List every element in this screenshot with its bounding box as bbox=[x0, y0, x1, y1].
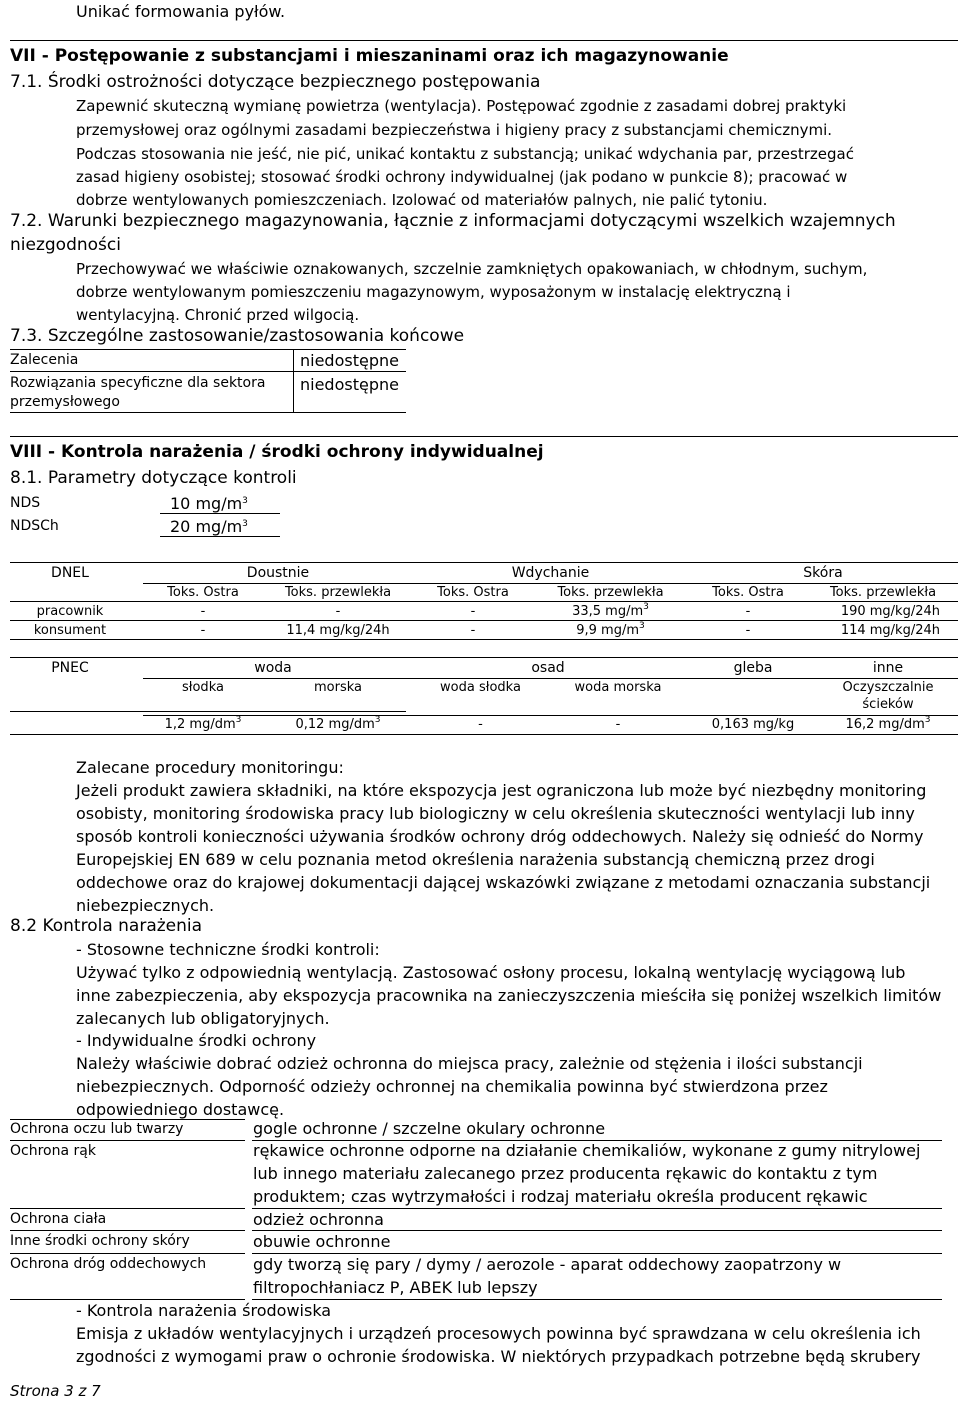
dnel-group-inhalation: Wdychanie bbox=[511, 565, 590, 581]
paragraph-line: niebezpiecznych. Odporność odzieży ochronnej na chemikalia powinna być stwierdzona przez bbox=[76, 1077, 828, 1096]
paragraph-line: zgodności z wymogami praw o ochronie środowiska. W niektórych przypadkach potrzebne będą skrubery bbox=[76, 1347, 921, 1366]
ppe-label-respiratory: Ochrona dróg oddechowych bbox=[10, 1256, 207, 1272]
nds-label: NDS bbox=[10, 495, 41, 511]
pnec-subheader: morska bbox=[313, 680, 362, 695]
subsection-8-1-title: 8.1. Parametry dotyczące kontroli bbox=[10, 468, 297, 488]
recommendations-label: Zalecenia bbox=[10, 352, 79, 368]
paragraph-line: zasad higieny osobistej; stosować środki ochrony indywidualnej (jak podano w punkcie 8); pracować w bbox=[76, 168, 848, 186]
paragraph-line: wentylacyjną. Chronić przed wilgocią. bbox=[76, 306, 360, 324]
dnel-subheader: Toks. Ostra bbox=[167, 585, 239, 600]
dnel-subheader: Toks. Ostra bbox=[712, 585, 784, 600]
dnel-subheader: Toks. przewlekła bbox=[829, 585, 937, 600]
paragraph-line: inne zabezpieczenia, aby ekspozycja pracownika na zanieczyszczenia mieściła się poniżej wszelkich limitów bbox=[76, 986, 942, 1005]
pnec-value-text: 1,2 mg/dm bbox=[164, 717, 236, 732]
table-border bbox=[10, 349, 406, 350]
dnel-cell: 11,4 mg/kg/24h bbox=[286, 623, 390, 638]
ppe-value-respiratory: filtropochłaniacz P, ABEK lub lepszy bbox=[253, 1278, 538, 1297]
dnel-subheader: Toks. Ostra bbox=[437, 585, 509, 600]
ppe-value-hands: lub innego materiału zalecanego przez producenta rękawic do kontaktu z tym bbox=[253, 1164, 878, 1183]
dnel-cell: - bbox=[745, 623, 751, 638]
superscript: 3 bbox=[639, 621, 645, 631]
pnec-value: - bbox=[615, 717, 621, 732]
ppe-value-skin: obuwie ochronne bbox=[253, 1232, 391, 1251]
pnec-group-soil: gleba bbox=[733, 660, 773, 676]
paragraph-line: dobrze wentylowanym pomieszczeniu magazynowym, wyposażonym w instalację elektryczną i bbox=[76, 283, 791, 301]
paragraph-line: Przechowywać we właściwie oznakowanych, szczelnie zamkniętych opakowaniach, w chłodnym, suchym, bbox=[76, 260, 868, 278]
dnel-cell: - bbox=[470, 604, 476, 619]
subsection-7-1-title: 7.1. Środki ostrożności dotyczące bezpiecznego postępowania bbox=[10, 72, 541, 92]
paragraph-line: osobisty, monitoring środowiska pracy lub biologiczny w celu określenia skuteczności wentylacji lub inny bbox=[76, 804, 915, 823]
pnec-subheader: Oczyszczalnie bbox=[842, 680, 934, 695]
environment-controls-title: - Kontrola narażenia środowiska bbox=[76, 1301, 332, 1320]
ppe-label-eyes: Ochrona oczu lub twarzy bbox=[10, 1121, 184, 1137]
dnel-cell-text: 33,5 mg/m bbox=[572, 604, 644, 619]
dnel-cell: - bbox=[745, 604, 751, 619]
ppe-value-hands: rękawice ochronne odporne na działanie chemikaliów, wykonane z gumy nitrylowej bbox=[253, 1141, 921, 1160]
dnel-cell: - bbox=[470, 623, 476, 638]
superscript: 3 bbox=[643, 602, 649, 612]
sector-solutions-value: niedostępne bbox=[300, 375, 399, 394]
superscript: 3 bbox=[374, 715, 381, 725]
pnec-subheader-cont: ścieków bbox=[862, 697, 914, 712]
ppe-label-hands: Ochrona rąk bbox=[10, 1143, 96, 1159]
table-border bbox=[10, 412, 406, 413]
paragraph-line: Emisja z układów wentylacyjnych i urządzeń procesowych powinna być sprawdzana w celu określenia ich bbox=[76, 1324, 921, 1343]
paragraph-line: przemysłowej oraz ogólnymi zasadami bezpieczeństwa i higieny pracy z substancjami chemicznymi. bbox=[76, 121, 833, 139]
page-number: Strona 3 z 7 bbox=[10, 1382, 101, 1400]
nds-value bbox=[170, 494, 248, 513]
ppe-value-eyes: gogle ochronne / szczelne okulary ochronne bbox=[253, 1119, 606, 1138]
underline bbox=[160, 536, 280, 537]
superscript: 3 bbox=[242, 496, 248, 506]
ndsch-label: NDSCh bbox=[10, 518, 59, 534]
dnel-subheader: Toks. przewlekła bbox=[557, 585, 664, 600]
table-border bbox=[10, 711, 406, 712]
dnel-group-oral: Doustnie bbox=[246, 565, 310, 581]
paragraph-line: dobrze wentylowanych pomieszczeniach. Izolować od materiałów palnych, nie palić tytoniu. bbox=[76, 191, 768, 209]
paragraph-line: odpowiedniego dostawcę. bbox=[76, 1100, 285, 1119]
table-border bbox=[10, 371, 406, 372]
superscript: 3 bbox=[242, 519, 248, 529]
pnec-group-sediment: osad bbox=[531, 660, 565, 676]
section-divider bbox=[10, 436, 958, 437]
sector-solutions-label-cont: przemysłowego bbox=[10, 394, 120, 410]
paragraph-line: oddechowe oraz do krajowej dokumentacji dającej wskazówki związane z metodami oznaczania substancji bbox=[76, 873, 931, 892]
section-7-heading: VII - Postępowanie z substancjami i mieszaninami oraz ich magazynowanie bbox=[10, 46, 729, 66]
paragraph-line: Podczas stosowania nie jeść, nie pić, unikać kontaktu z substancją; unikać wdychania par, przestrzegać bbox=[76, 145, 854, 163]
recommendations-value: niedostępne bbox=[300, 351, 399, 370]
sector-solutions-label: Rozwiązania specyficzne dla sektora bbox=[10, 375, 266, 391]
paragraph-line: zalecanych lub obligatoryjnych. bbox=[76, 1009, 330, 1028]
dnel-row-label: pracownik bbox=[36, 604, 104, 619]
pnec-subheader: woda słodka bbox=[440, 680, 521, 695]
ppe-value-respiratory: gdy tworzą się pary / dymy / aerozole - aparat oddechowy zaopatrzony w bbox=[253, 1255, 842, 1274]
dnel-row-label: konsument bbox=[33, 623, 107, 638]
paragraph-line: Jeżeli produkt zawiera składniki, na które ekspozycja jest ograniczona lub może być niezbędny monitoring bbox=[76, 781, 927, 800]
pnec-value bbox=[818, 717, 958, 732]
dnel-cell: - bbox=[200, 623, 206, 638]
subsection-7-3-title: 7.3. Szczególne zastosowanie/zastosowania końcowe bbox=[10, 326, 465, 346]
dnel-group-skin: Skóra bbox=[803, 565, 843, 581]
pnec-subheader: woda morska bbox=[574, 680, 662, 695]
paragraph-line: niebezpiecznych. bbox=[76, 896, 215, 915]
ppe-title: - Indywidualne środki ochrony bbox=[76, 1031, 317, 1050]
pnec-value-text: 16,2 mg/dm bbox=[845, 717, 925, 732]
superscript: 3 bbox=[235, 715, 242, 725]
pnec-subheader: słodka bbox=[182, 680, 224, 695]
pnec-value: 0,163 mg/kg bbox=[711, 717, 795, 732]
paragraph-line: Europejskiej EN 689 w celu poznania metod określenia narażenia substancją chemiczną przez drogi bbox=[76, 850, 875, 869]
section-divider bbox=[10, 40, 958, 41]
pnec-group-water: woda bbox=[254, 660, 292, 676]
dnel-cell-text: 9,9 mg/m bbox=[576, 623, 640, 638]
ppe-label-body: Ochrona ciała bbox=[10, 1211, 107, 1227]
pnec-value bbox=[143, 717, 263, 732]
technical-controls-title: - Stosowne techniczne środki kontroli: bbox=[76, 940, 380, 959]
paragraph-line: Zapewnić skuteczną wymianę powietrza (wentylacja). Postępować zgodnie z zasadami dobrej praktyki bbox=[76, 97, 847, 115]
monitoring-title: Zalecane procedury monitoringu: bbox=[76, 758, 344, 777]
dnel-subheader: Toks. przewlekła bbox=[284, 585, 392, 600]
superscript: 3 bbox=[924, 715, 931, 725]
subsection-7-2-title: 7.2. Warunki bezpiecznego magazynowania, łącznie z informacjami dotyczącymi wszelkich wzajemnych bbox=[10, 211, 896, 231]
pnec-corner: PNEC bbox=[51, 660, 89, 676]
dnel-cell bbox=[533, 604, 688, 619]
subsection-8-2-title: 8.2 Kontrola narażenia bbox=[10, 916, 203, 936]
subsection-7-2-title-cont: niezgodności bbox=[10, 235, 121, 255]
ndsch-value-text: 20 mg/m bbox=[170, 517, 243, 536]
dnel-cell: 114 mg/kg/24h bbox=[840, 623, 940, 638]
ppe-value-hands: produktem; czas wytrzymałości i rodzaj materiału określa producent rękawic bbox=[253, 1187, 868, 1206]
dnel-cell: - bbox=[200, 604, 206, 619]
dnel-cell: - bbox=[335, 604, 341, 619]
ndsch-value bbox=[170, 517, 248, 536]
ppe-value-body: odzież ochronna bbox=[253, 1210, 384, 1229]
section-8-heading: VIII - Kontrola narażenia / środki ochrony indywidualnej bbox=[10, 442, 544, 462]
table-border bbox=[293, 349, 294, 412]
dnel-corner: DNEL bbox=[51, 565, 89, 581]
pnec-value: - bbox=[478, 717, 483, 732]
paragraph-line: Używać tylko z odpowiednią wentylacją. Zastosować osłony procesu, lokalną wentylację wyciągową lub bbox=[76, 963, 906, 982]
pnec-group-other: inne bbox=[872, 660, 904, 676]
pnec-value bbox=[263, 717, 413, 732]
nds-value-text: 10 mg/m bbox=[170, 494, 243, 513]
pnec-value-text: 0,12 mg/dm bbox=[295, 717, 375, 732]
paragraph-line: sposób kontroli konieczności używania środków ochrony dróg oddechowych. Należy się odnieść do Normy bbox=[76, 827, 924, 846]
dnel-cell bbox=[533, 623, 688, 638]
dnel-cell: 190 mg/kg/24h bbox=[840, 604, 940, 619]
intro-line: Unikać formowania pyłów. bbox=[76, 2, 286, 21]
underline bbox=[160, 513, 280, 514]
ppe-label-skin: Inne środki ochrony skóry bbox=[10, 1233, 190, 1249]
paragraph-line: Należy właściwie dobrać odzież ochronna do miejsca pracy, zależnie od stężenia i ilości substancji bbox=[76, 1054, 863, 1073]
